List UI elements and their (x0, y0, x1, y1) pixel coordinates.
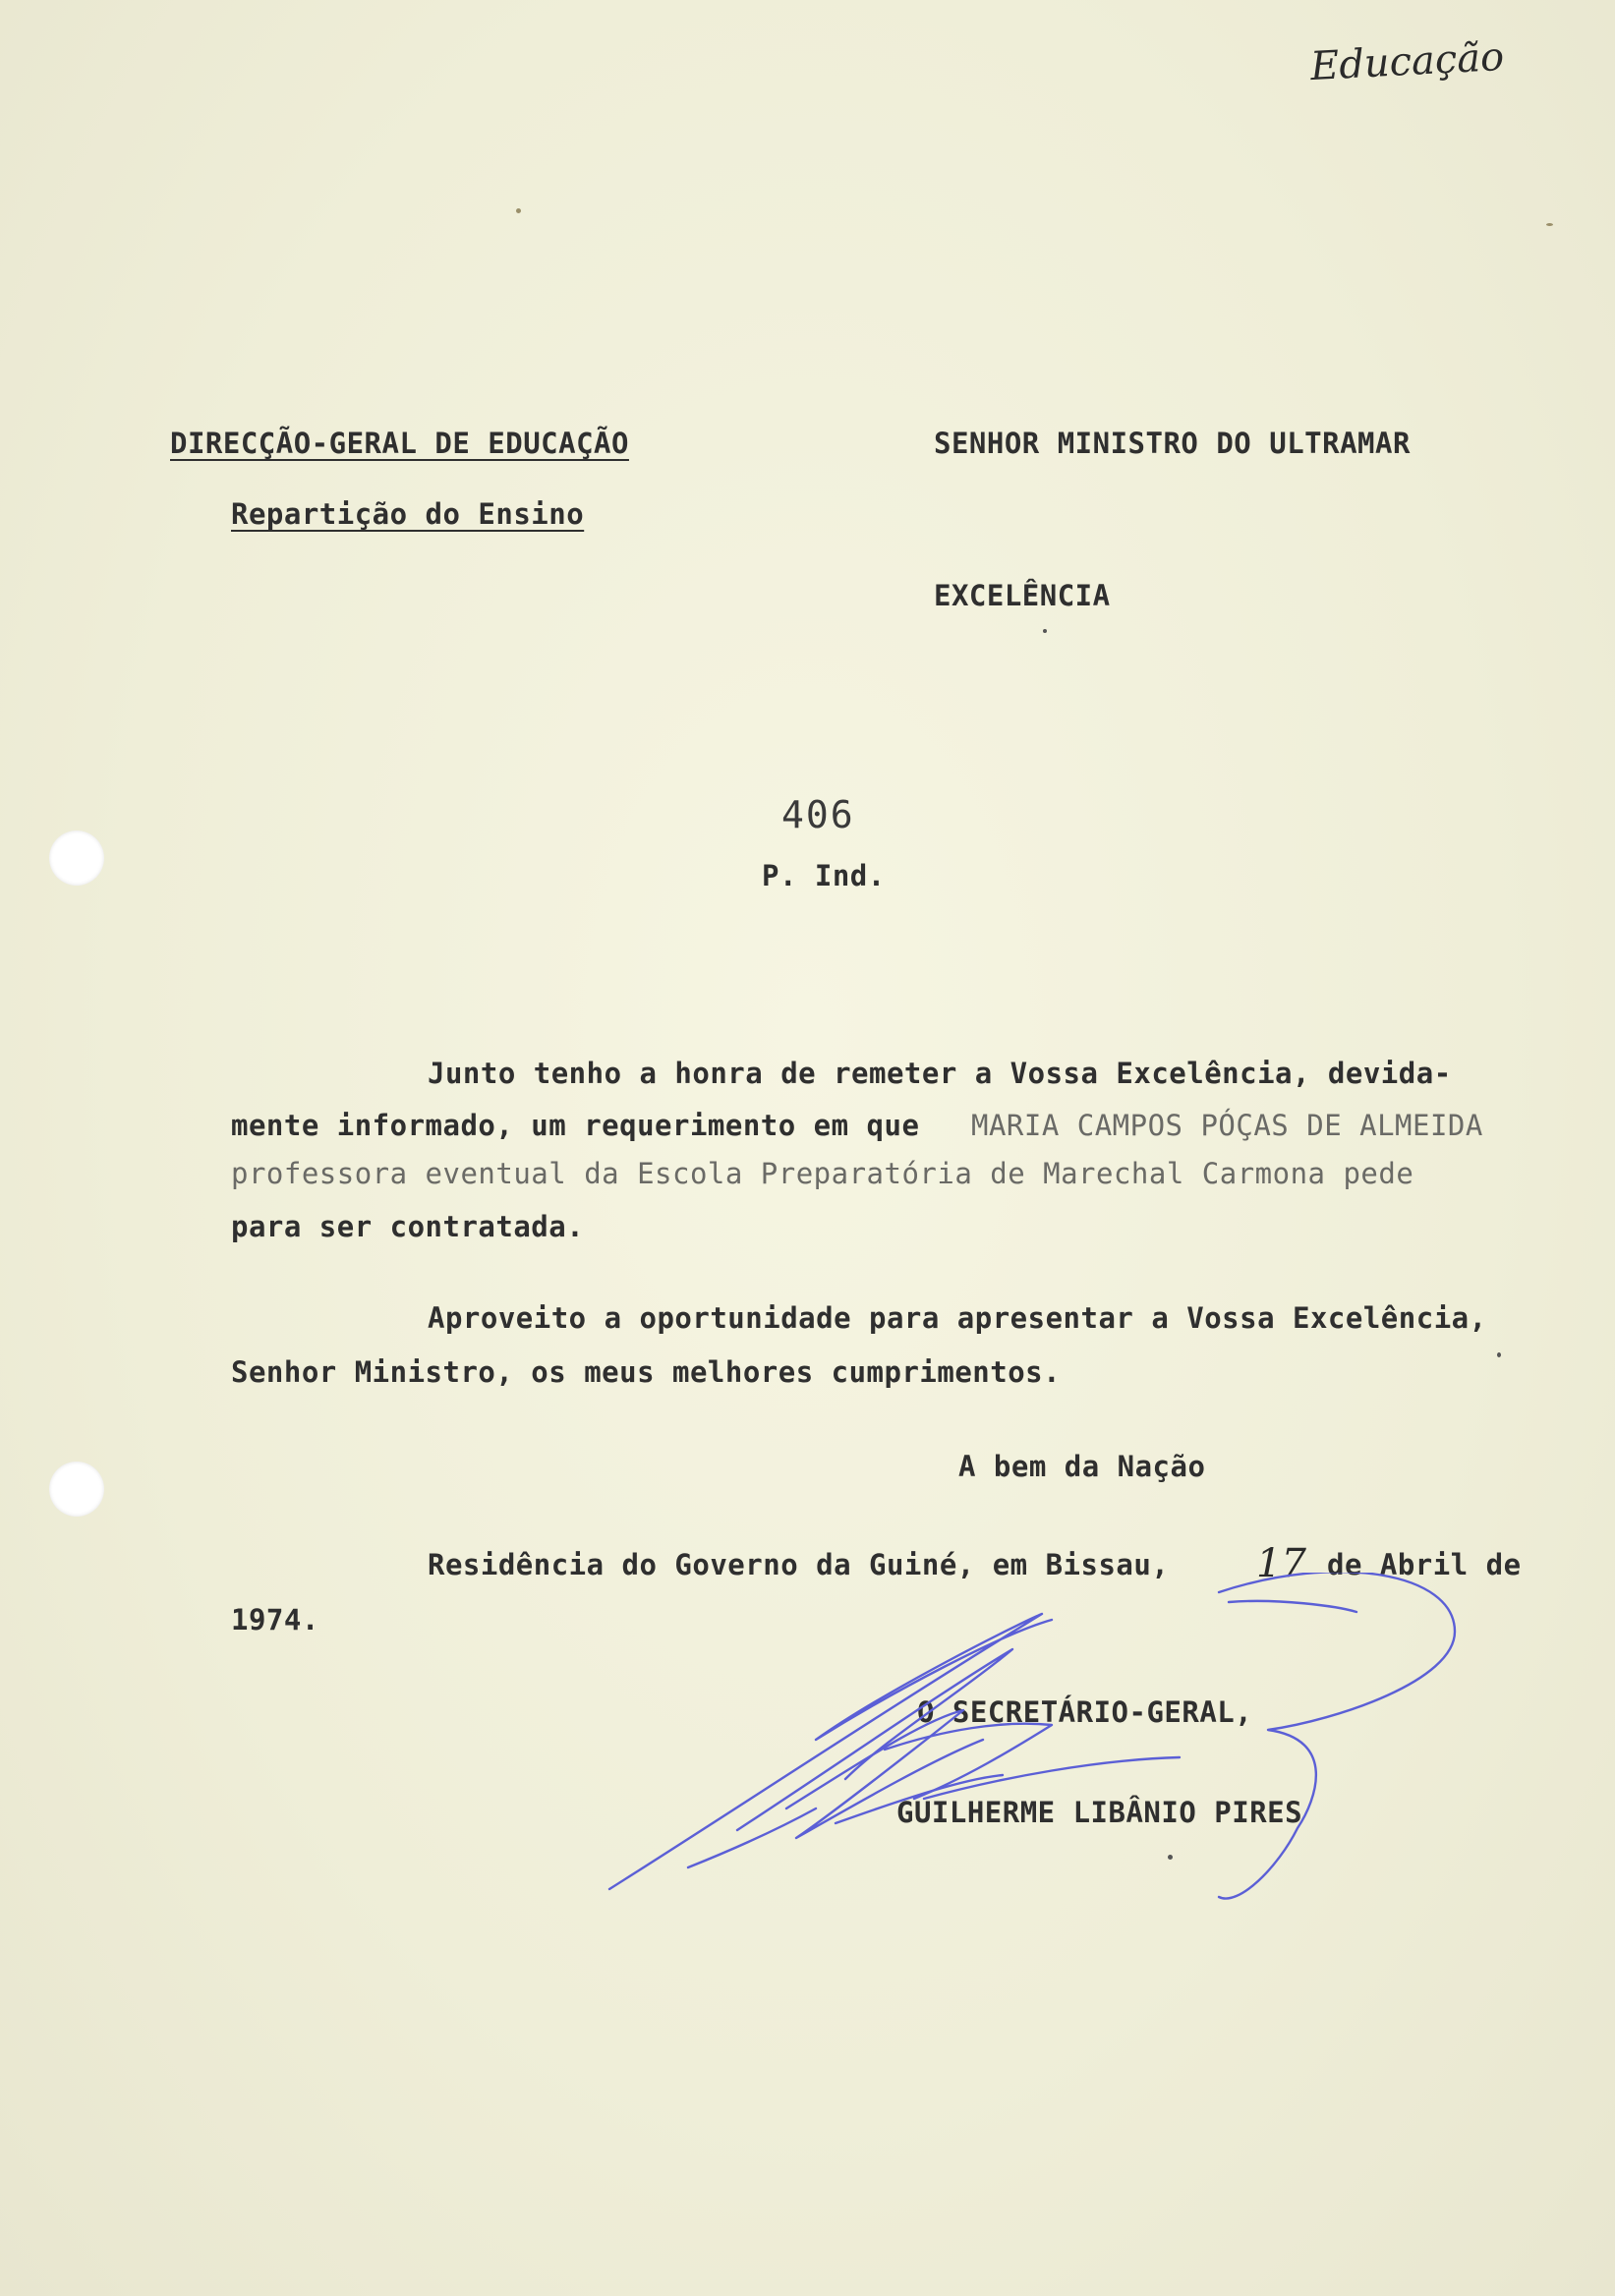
signature-stroke (737, 1649, 1012, 1830)
reference-code: P. Ind. (762, 859, 886, 892)
punch-hole-bottom (49, 1462, 104, 1517)
signature-stroke (786, 1710, 983, 1838)
handwritten-signature (590, 1573, 1573, 1946)
signatory-title: O SECRETÁRIO-GERAL, (917, 1695, 1253, 1729)
paper-speck (1497, 1352, 1501, 1357)
punch-hole-top (49, 831, 104, 886)
department-heading: DIRECÇÃO-GERAL DE EDUCAÇÃO (170, 427, 629, 460)
paragraph1-line1: Junto tenho a honra de remeter a Vossa Excelência, devida- (428, 1057, 1452, 1090)
signature-stroke (924, 1757, 1180, 1799)
signature-stroke (1229, 1601, 1356, 1612)
dateline-day-handwritten: 17 (1256, 1541, 1306, 1586)
closing-phrase: A bem da Nação (958, 1450, 1206, 1483)
addressee: SENHOR MINISTRO DO ULTRAMAR (934, 427, 1411, 460)
paragraph1-line4: para ser contratada. (231, 1210, 585, 1243)
paragraph1-line3: professora eventual da Escola Preparatória de Marechal Carmona pede (231, 1157, 1414, 1190)
paper-speck (1043, 629, 1047, 633)
paragraph1-line2: mente informado, um requerimento em que (231, 1109, 920, 1142)
dateline-year: 1974. (231, 1603, 319, 1636)
signature-stroke (836, 1775, 1003, 1823)
paragraph2-line1: Aproveito a oportunidade para apresentar a Vossa Excelência, (428, 1301, 1487, 1335)
handwritten-margin-note: Educação (1308, 33, 1506, 90)
salutation: EXCELÊNCIA (934, 579, 1111, 612)
dateline-month: de Abril de (1327, 1548, 1522, 1581)
paper-speck (516, 208, 521, 213)
signatory-name: GUILHERME LIBÂNIO PIRES (896, 1796, 1303, 1829)
paper-speck (1546, 223, 1553, 226)
named-person: MARIA CAMPOS PÓÇAS DE ALMEIDA (971, 1109, 1483, 1142)
paragraph2-line2: Senhor Ministro, os meus melhores cumprimentos. (231, 1355, 1062, 1389)
section-heading: Repartição do Ensino (231, 497, 585, 531)
signature-stroke (1219, 1573, 1455, 1899)
signature-stroke (609, 1614, 1052, 1889)
reference-number: 406 (781, 793, 855, 836)
dateline-place: Residência do Governo da Guiné, em Bissau, (428, 1548, 1170, 1581)
